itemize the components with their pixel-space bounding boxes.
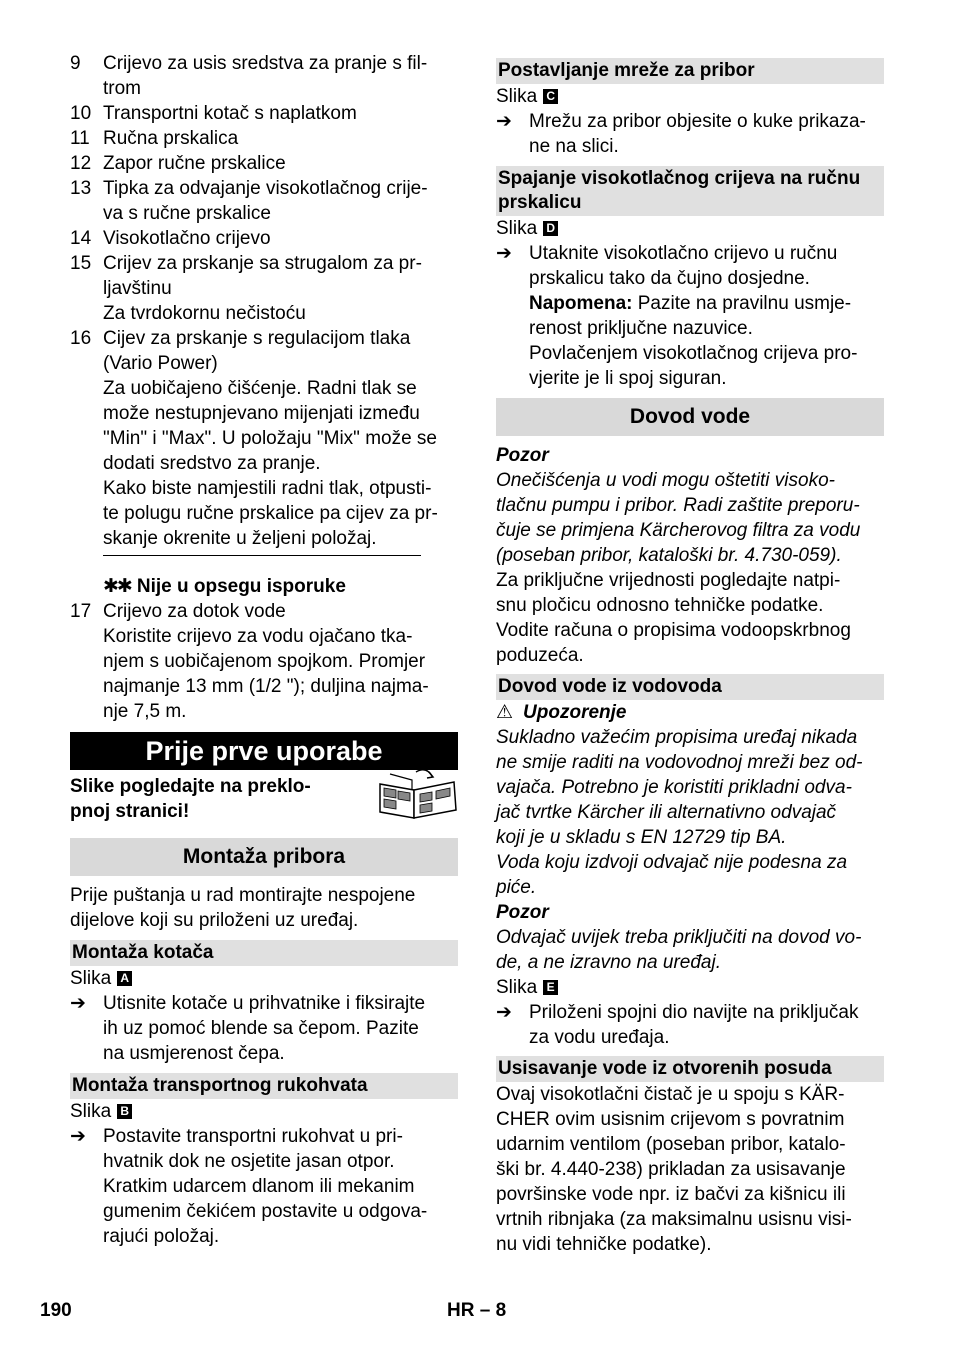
item-text-line: trom — [103, 78, 141, 99]
parts-list-item — [70, 176, 458, 226]
caution-text: Odvajač uvijek treba priključiti na dovod vo- de, a ne izravno na uređaj. — [496, 927, 862, 973]
suction-text: Ovaj visokotlačni čistač je u spoju s KÄR- CHER ovim usisnim crijevom s povratnim udarnim ventilom (poseban pribor, katalo- ški br. 4.440-238) prikladan za usisavanje površinske vode npr. iz bačvi za kišnicu ili vrtnih ribnjaka (za maksimalnu usisnu visi- nu vidi tehničke podatke). — [496, 1084, 852, 1255]
item-text-line: može nestupnjevano mijenjati između — [103, 403, 420, 424]
arrow-icon: ➔ — [70, 993, 86, 1014]
net-step: ➔ Mrežu za pribor objesite o kuke prikaza- ne na slici. — [496, 111, 866, 157]
double-star-icon: ✱✱ — [103, 576, 131, 597]
item-text-line: Crijevo za dotok vode — [103, 601, 286, 622]
hose-figure-ref: Slika D — [496, 216, 558, 241]
mains-step: ➔ Priloženi spojni dio navijte na priključak za vodu uređaja. — [496, 1002, 859, 1048]
net-figure-ref: Slika C — [496, 84, 558, 109]
handle-figure-ref: Slika B — [70, 1099, 132, 1124]
arrow-icon: ➔ — [496, 111, 512, 132]
page-number: 190 — [40, 1300, 72, 1321]
wheels-heading: Montaža kotača — [70, 940, 458, 966]
parts-list-item — [70, 126, 458, 151]
item-text-line: (Vario Power) — [103, 353, 218, 374]
item-text-line: Cijev za prskanje s regulacijom tlaka — [103, 328, 411, 349]
figure-a-icon: A — [117, 971, 132, 986]
item-text-line: Za tvrdokornu nečistoću — [103, 303, 306, 324]
mains-heading: Dovod vode iz vodovoda — [496, 674, 884, 700]
item-text-line: Tipka za odvajanje visokotlačnog crije- — [103, 178, 428, 199]
item-text-line: Transportni kotač s naplatkom — [103, 103, 357, 124]
item-text-line: va s ručne prskalice — [103, 203, 271, 224]
item-text-line: dodati sredstvo za pranje. — [103, 453, 321, 474]
item-number: 17 — [70, 601, 92, 622]
parts-list-item — [70, 151, 458, 176]
parts-list — [70, 51, 458, 551]
item-number: 15 — [70, 253, 92, 274]
right-column: Postavljanje mreže za pribor Slika C ➔ Mrežu za pribor objesite o kuke prikaza- ne na slici. Spajanje visokotlačnog crijeva na ručnu prskalicu Slika D ➔ Utaknite visokotlačno crijevo u ručnu prskalicu tako da čujno dosjedne. Napomena: Pazite na pravilnu usmje- renost priključne nazuvice. Povlačenjem visokotlačnog crijeva pro- vjerite je li spoj siguran. Dovod vode Pozor Onečišćenja u vodi mogu oštetiti visoko- tlačnu pumpu i pribor. Radi zaštite preporu- čuje se primjena Kärcherovog filtra za vodu (poseban pribor, kataloški br. 4.730-059). Za priključne vrijednosti pogledajte natpi- snu pločicu odnosno tehničke podatke. Vodite računa o propisima vodoopskrbnog poduzeća. Dovod vode iz vodovoda ⚠ Upozorenje Sukladno važećim propisima uređaj nikada ne smije raditi na vodovodnoj mreži bez od- vajača. Potrebno je koristiti prikladni odva- jač tvrtke Kärcher ili alternativno odvajač koji je u skladu s EN 12729 tip BA. Voda koju izdvoji odvajač nije podesna za piće. Pozor Odvajač uvijek treba priključiti na dovod vo- de, a ne izravno na uređaj. Slika E ➔ Priloženi spojni dio navijte na priključak za vodu uređaja. Usisavanje vode iz otvorenih posuda Ovaj visokotlačni čistač je u spoju s KÄR- CHER ovim usisnim crijevom s povratnim udarnim ventilom (poseban pribor, katalo- ški br. 4.440-238) prikladan za usisavanje površinske vode npr. iz bačvi za kišnicu ili vrtnih ribnjaka (za maksimalnu usisnu visi- nu vidi tehničke podatke). — [496, 58, 884, 1257]
item-text-line: njem s uobičajenom spojkom. Promjer — [103, 651, 426, 672]
wheels-figure-ref: Slika A — [70, 966, 132, 991]
see-pictures-note: Slike pogledajte na preklo- pnoj stranici! — [70, 774, 458, 830]
item-number: 16 — [70, 328, 92, 349]
fold-out-book-icon — [376, 768, 458, 820]
warning-triangle-icon: ⚠ — [496, 702, 514, 723]
wheels-step: ➔ Utisnite kotače u prihvatnike i fiksirajte ih uz pomoć blende sa čepom. Pazite na usmjerenost čepa. — [70, 993, 426, 1064]
figure-b-icon: B — [117, 1104, 132, 1119]
net-heading: Postavljanje mreže za pribor — [496, 58, 884, 84]
figure-d-icon: D — [543, 221, 558, 236]
suction-heading: Usisavanje vode iz otvorenih posuda — [496, 1056, 884, 1082]
mains-figure-ref: Slika E — [496, 975, 558, 1000]
item-number: 9 — [70, 53, 81, 74]
item-text-line: skanje okrenite u željeni položaj. — [103, 528, 377, 549]
parts-list-item — [70, 599, 458, 724]
item-text-line: ljavštinu — [103, 278, 172, 299]
handle-heading: Montaža transportnog rukohvata — [70, 1073, 458, 1099]
item-text-line: Kako biste namjestili radni tlak, otpusti- — [103, 478, 432, 499]
item-text-line: "Min" i "Max". U položaju "Mix" može se — [103, 428, 438, 449]
parts-list-item — [70, 226, 458, 251]
caution-text: Onečišćenja u vodi mogu oštetiti visoko- tlačnu pumpu i pribor. Radi zaštite preporu- čuje se primjena Kärcherovog filtra za vodu (poseban pribor, kataloški br. 4.730-059). — [496, 470, 861, 566]
warning-head: ⚠ Upozorenje — [496, 702, 627, 723]
item-text-line: te polugu ručne prskalice pa cijev za pr- — [103, 503, 438, 524]
item-number: 10 — [70, 103, 92, 124]
caution-label: Pozor — [496, 445, 549, 466]
handle-step: ➔ Postavite transportni rukohvat u pri- hvatnik dok ne osjetite jasan otpor. Kratkim udarcem dlanom ili mekanim gumenim čekićem postavite u odgova- rajući položaj. — [70, 1126, 428, 1247]
water-supply-heading: Dovod vode — [496, 398, 884, 436]
figure-e-icon: E — [543, 980, 558, 995]
left-column: 9 Crijevo za usis sredstva za pranje s fil- trom 10 Transportni kotač s naplatkom 11 Ručna prskalica 12 Zapor ručne prskalice 13 Tipka za odvajanje visokotlačnog crije- va s ručne prskalice 14 Visokotlačno crijevo 15 Crijev za prskanje sa strugalom za pr- ljavštinu Za tvrdokornu nečistoću 16 Cijev za prskanje s regulacijom tlaka (Vario Power) Za uobičajeno čišćenje. Radni tlak se može nestupnjevano mijenjati između "Min" i "Max". U položaju "Mix" može se dodati sredstvo za pranje. Kako biste namjestili radni tlak, otpusti- te polugu ručne prskalice pa cijev za pr- skanje okrenite u željeni položaj. ✱✱ Nije u opsegu isporuke 17 Crijevo za dotok vode Koristite crijevo za vodu ojačano tka- njem s uobičajenom spojkom. Promjer najmanje 13 mm (1/2 "); duljina najma- nje 7,5 m. Prije prve uporabe Slike pogledajte na preklo- pnoj stranici! Montaža pribora Prije puštanja u rad montirajte nespojene dijelove koji su priloženi uz uređaj. Montaža kotača Slika A ➔ Utisnite kotače u prihvatnike i fiksirajte ih uz pomoć blende sa čepom. Pazite na usmjerenost čepa. Montaža transportnog rukohvata Slika B ➔ Postavite transportni rukohvat u pri- hvatnik dok ne osjetite jasan otpor. Kratkim udarcem dlanom ili mekanim gumenim čekićem postavite u odgova- rajući položaj. — [70, 51, 458, 1249]
item-text-line: nje 7,5 m. — [103, 701, 187, 722]
arrow-icon: ➔ — [496, 1002, 512, 1023]
footnote-divider — [103, 555, 421, 556]
warning-text: Sukladno važećim propisima uređaj nikada ne smije raditi na vodovodnoj mreži bez od- vajača. Potrebno je koristiti prikladni odva- jač tvrtke Kärcher ili alternativno odvajač koji je u skladu s EN 12729 tip BA. Voda koju izdvoji odvajač nije podesna za piće. — [496, 727, 863, 898]
item-text-line: Crijevo za usis sredstva za pranje s fil- — [103, 53, 428, 74]
arrow-icon: ➔ — [496, 243, 512, 264]
item-number: 13 — [70, 178, 92, 199]
hose-step: ➔ Utaknite visokotlačno crijevo u ručnu prskalicu tako da čujno dosjedne. Napomena: Pazite na pravilnu usmje- renost priključne nazuvice. Povlačenjem visokotlačnog crijeva pro- vjerite je li spoj siguran. — [496, 241, 884, 391]
parts-list-item — [70, 101, 458, 126]
item-text-line: najmanje 13 mm (1/2 "); duljina najma- — [103, 676, 429, 697]
not-included-note: ✱✱ Nije u opsegu isporuke — [103, 576, 346, 597]
item-text-line: Za uobičajeno čišćenje. Radni tlak se — [103, 378, 417, 399]
item-text-line: Zapor ručne prskalice — [103, 153, 286, 174]
hose-heading: Spajanje visokotlačnog crijeva na ručnu prskalicu — [496, 166, 884, 216]
parts-list-item-17 — [70, 599, 458, 724]
item-number: 12 — [70, 153, 92, 174]
section-title: Prije prve uporabe — [70, 732, 458, 770]
parts-list-item — [70, 326, 458, 551]
item-text-line: Crijev za prskanje sa strugalom za pr- — [103, 253, 422, 274]
hose-note: Napomena: Pazite na pravilnu usmje- — [529, 293, 852, 314]
caution-label: Pozor — [496, 902, 549, 923]
parts-list-item — [70, 251, 458, 326]
item-text-line: Ručna prskalica — [103, 128, 239, 149]
arrow-icon: ➔ — [70, 1126, 86, 1147]
language-page-label: HR – 8 — [447, 1300, 507, 1321]
figure-c-icon: C — [543, 89, 558, 104]
item-text-line: Visokotlačno crijevo — [103, 228, 271, 249]
assembly-heading: Montaža pribora — [70, 838, 458, 876]
item-number: 11 — [70, 128, 90, 149]
parts-list-item — [70, 51, 458, 101]
item-number: 14 — [70, 228, 92, 249]
item-text-line: Koristite crijevo za vodu ojačano tka- — [103, 626, 413, 647]
